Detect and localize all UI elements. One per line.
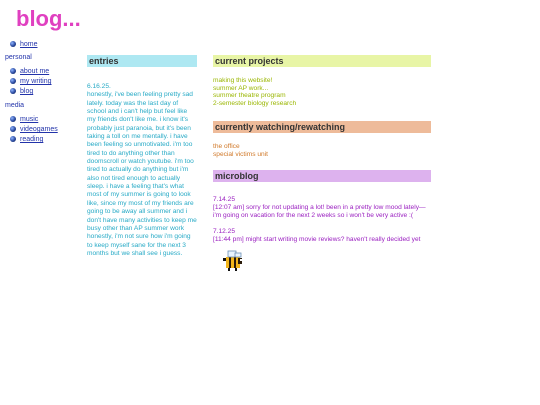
- watching-item: special victims unit: [213, 150, 268, 158]
- microblog-post: [213, 196, 431, 220]
- microblog-header: microblog: [213, 170, 431, 182]
- nav-item-blog[interactable]: [0, 87, 80, 97]
- watching-list: [213, 143, 431, 158]
- nav-link-videogames[interactable]: videogames: [20, 126, 58, 133]
- nav-item-videogames[interactable]: [0, 125, 80, 135]
- blue-orb-icon: [10, 136, 16, 142]
- watching-block: [213, 121, 431, 158]
- entry-date: 6.16.25.: [87, 83, 111, 90]
- nav-link-reading[interactable]: reading: [20, 136, 44, 143]
- nav-list-top: [0, 40, 80, 50]
- nav-item-music[interactable]: [0, 115, 80, 125]
- microblog-post-date: 7.12.25: [213, 228, 235, 235]
- nav-list-personal: [0, 67, 80, 97]
- blue-orb-icon: [10, 88, 16, 94]
- watching-item: the office: [213, 143, 240, 150]
- microblog-post-date: 7.14.25: [213, 196, 235, 203]
- nav-item-about-me[interactable]: [0, 67, 80, 77]
- microblog-post-text: [11:44 pm] might start writing movie reviews? haven't really decided yet: [213, 236, 421, 243]
- bee-icon: [220, 248, 248, 276]
- nav-link-home[interactable]: home: [20, 41, 38, 48]
- projects-list: [213, 77, 431, 107]
- projects-header: current projects: [213, 55, 431, 67]
- watching-header: currently watching/rewatching: [213, 121, 431, 133]
- entries-header: entries: [87, 55, 197, 67]
- nav-section-media: media: [5, 102, 25, 109]
- nav-list-media: [0, 115, 80, 145]
- project-item: summer AP work...: [213, 84, 269, 92]
- microblog-post: [213, 228, 431, 244]
- nav-link-blog[interactable]: blog: [20, 88, 34, 95]
- projects-block: [213, 55, 431, 107]
- project-item: summer theatre program: [213, 92, 286, 99]
- microblog-block: [213, 170, 431, 244]
- nav-item-my-writing[interactable]: [0, 77, 80, 87]
- site-title: blog...: [16, 6, 81, 31]
- blue-orb-icon: [10, 126, 16, 132]
- nav-link-about-me[interactable]: about me: [20, 68, 50, 75]
- entry-text: honestly, i've been feeling pretty sad lately. today was the last day of school and i can't help but feel like my friends don't like me. i know it's probably just paranoia, but it's been taking a toll on me mentally. i have been feeling so unmotivated. i'm too tired to do anything other than doomscroll or watch youtube. i'm too tired to actually do anything but i'm also not tired enough to actually sleep. i have a feeling that's what most of my summer is going to look like, since my most of my friends are going to be away all summer and i don't have many activities to keep me busy other than AP summer work honestly, i'm not sure how i'm going to keep myself sane for the next 3 months but we shall see i guess.: [87, 91, 197, 257]
- entry-body: [87, 83, 197, 258]
- microblog-post-text: [12:07 am] sorry for not updating a lot! been in a pretty low mood lately— i'm going on vacation for the next 2 weeks so i won't be very active :(: [213, 204, 426, 219]
- nav-link-music[interactable]: music: [20, 116, 39, 123]
- blue-orb-icon: [10, 78, 16, 84]
- right-column: [213, 55, 431, 244]
- nav-section-personal: personal: [5, 54, 32, 61]
- blue-orb-icon: [10, 68, 16, 74]
- project-item: 2-semester biology research: [213, 99, 297, 107]
- sidebar-nav: [0, 40, 80, 145]
- blue-orb-icon: [10, 41, 16, 47]
- blue-orb-icon: [10, 116, 16, 122]
- project-item: making this website!: [213, 77, 273, 84]
- nav-item-home[interactable]: [0, 40, 80, 50]
- nav-item-reading[interactable]: [0, 135, 80, 145]
- nav-link-my-writing[interactable]: my writing: [20, 78, 52, 85]
- entries-section: [87, 55, 197, 258]
